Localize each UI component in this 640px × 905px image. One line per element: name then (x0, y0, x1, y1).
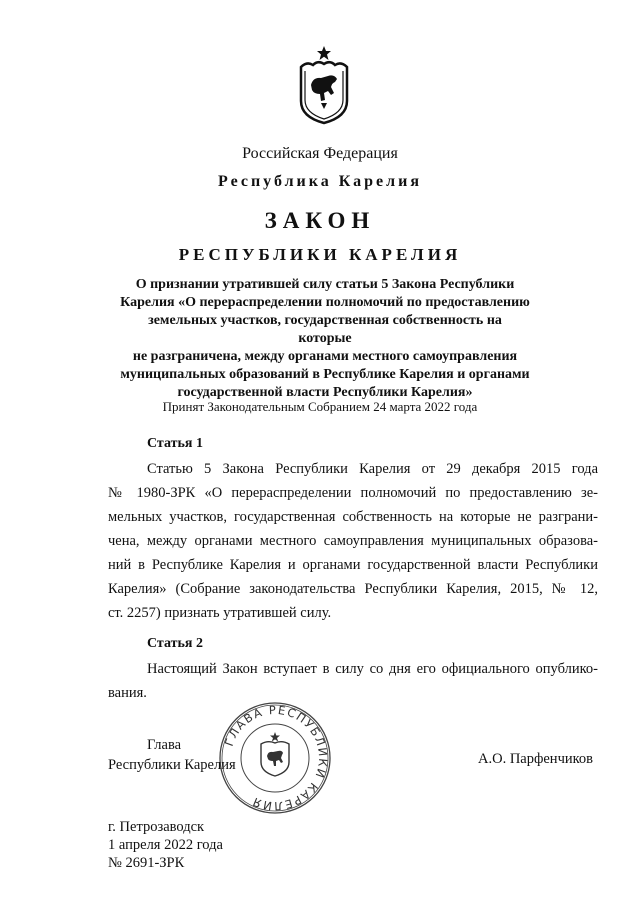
article-line: мельных участков, государственная собственность на которые не разграни- (108, 509, 598, 525)
law-title-line: земельных участков, государственная собственность на которые (148, 313, 502, 346)
issue-city: г. Петрозаводск (108, 819, 205, 835)
signatory-position (108, 735, 236, 775)
signatory-name: А.О. Парфенчиков (478, 751, 594, 767)
article-1-text (108, 457, 598, 625)
article-line: ст. 2257) признать утратившей силу. (108, 605, 332, 621)
law-title-line: не разграничена, между органами местного самоуправления (132, 349, 518, 364)
issuer-name: РЕСПУБЛИКИ КАРЕЛИЯ (178, 245, 462, 264)
article-line: Настоящий Закон вступает в силу со дня его официального опублико- (147, 661, 598, 677)
article-line: ний в Республике Карелия и органами государственной власти Республики (108, 557, 598, 573)
article-line: чена, между органами местного самоуправления муниципальных образова- (108, 533, 598, 549)
article-line: Карелия» (Собрание законодательства Республики Карелия, 2015, № 12, (108, 581, 598, 597)
article-line: вания. (108, 685, 147, 701)
svg-text:ГЛАВА РЕСПУБЛИКИ КАРЕЛИЯ: ГЛАВА РЕСПУБЛИКИ КАРЕЛИЯ (221, 702, 331, 814)
document-type: ЗАКОН (264, 208, 376, 233)
law-title-line: государственной власти Республики Карелия» (177, 385, 473, 400)
article-line: № 1980-ЗРК «О перераспределении полномочий по предоставлению зе- (108, 485, 598, 501)
law-title-line: Карелия «О перераспределении полномочий по предоставлению (120, 295, 530, 310)
article-line: Статью 5 Закона Республики Карелия от 29 декабря 2015 года (147, 461, 598, 477)
law-title (120, 276, 530, 402)
article-2-text (108, 657, 598, 705)
law-number: № 2691-ЗРК (108, 855, 185, 871)
issue-date: 1 апреля 2022 года (108, 837, 223, 853)
karelia-emblem-icon (297, 45, 351, 125)
country-name: Российская Федерация (242, 145, 398, 162)
article-1-heading: Статья 1 (147, 436, 203, 451)
seal-emblem-icon (261, 732, 289, 776)
article-2-heading: Статья 2 (147, 636, 203, 651)
republic-name: Республика Карелия (218, 173, 422, 190)
signatory-position-line1: Глава (147, 737, 182, 753)
emblem-star (317, 46, 331, 60)
law-title-line: О признании утратившей силу статьи 5 Закона Республики (135, 277, 515, 292)
adoption-note: Принят Законодательным Собранием 24 марта 2022 года (162, 399, 478, 414)
document-footer (108, 818, 223, 872)
law-title-line: муниципальных образований в Республике Карелия и органами (120, 367, 530, 382)
signatory-position-line2: Республики Карелия (108, 757, 236, 773)
